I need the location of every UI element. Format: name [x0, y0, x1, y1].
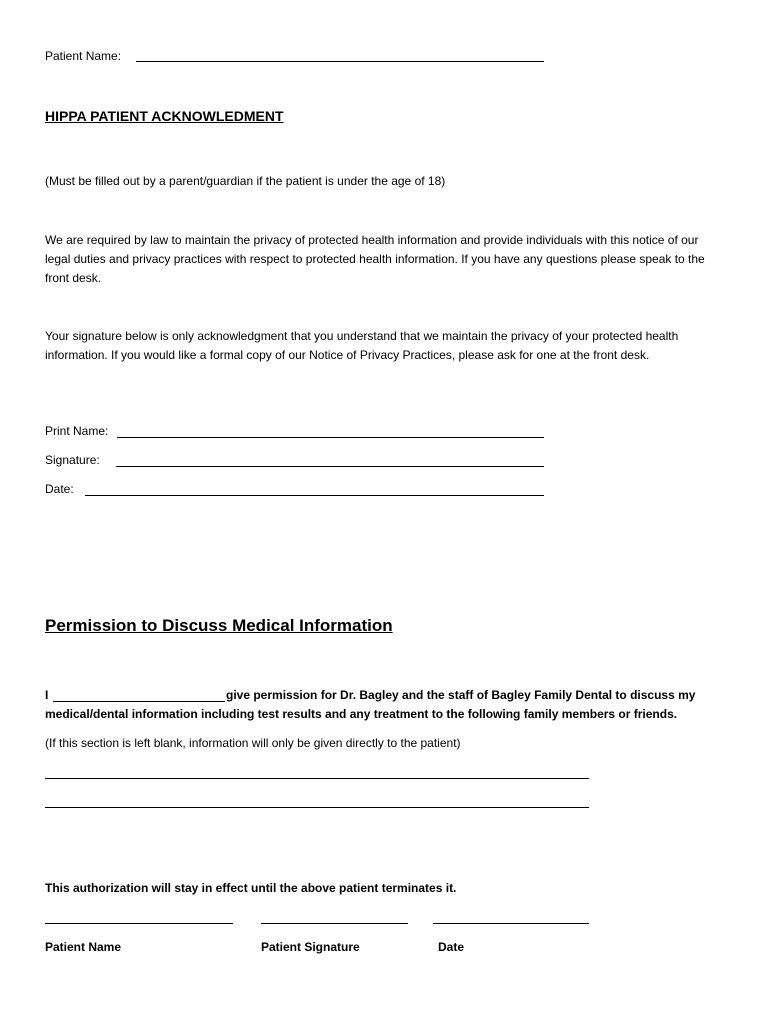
authorization-statement: This authorization will stay in effect until the above patient terminates it.	[45, 881, 457, 895]
blank-section-note: (If this section is left blank, information will only be given directly to the patient)	[45, 736, 461, 750]
hipaa-note: (Must be filled out by a parent/guardian if the patient is under the age of 18)	[45, 174, 446, 188]
patient-name-label: Patient Name:	[45, 49, 122, 63]
patient-name-field[interactable]	[136, 61, 544, 62]
permission-statement-1: give permission for Dr. Bagley and the staff of Bagley Family Dental to discuss my	[226, 688, 696, 702]
print-name-label: Print Name:	[45, 424, 109, 438]
date-caption: Date	[438, 940, 465, 954]
hipaa-paragraph-2: Your signature below is only acknowledgment that you understand that we maintain the privacy of your protected health information. If you would like a formal copy of our Notice of Privacy Practices, please ask for one at the front desk.	[45, 329, 679, 362]
permission-title: Permission to Discuss Medical Information	[45, 616, 393, 635]
permission-statement-2: medical/dental information including test results and any treatment to the following family members or friends.	[45, 707, 678, 721]
date-field[interactable]	[85, 495, 544, 496]
permission-name-field[interactable]	[53, 701, 225, 702]
permission-i-label: I	[45, 688, 49, 702]
patient-signature-line[interactable]	[261, 923, 408, 924]
hipaa-paragraph-1: We are required by law to maintain the privacy of protected health information and provide individuals with this notice of our legal duties and privacy practices with respect to protected health information. If you have any questions please speak to the front desk.	[45, 233, 705, 285]
date-label: Date:	[45, 482, 74, 496]
signature-label: Signature:	[45, 453, 100, 467]
print-name-field[interactable]	[117, 437, 544, 438]
family-member-line-1[interactable]	[45, 778, 589, 779]
family-member-line-2[interactable]	[45, 807, 589, 808]
date-sign-line[interactable]	[433, 923, 589, 924]
hipaa-title: HIPPA PATIENT ACKNOWLEDMENT	[45, 108, 284, 124]
patient-name-caption: Patient Name	[45, 940, 122, 954]
patient-name-sign-line[interactable]	[45, 923, 233, 924]
signature-field[interactable]	[116, 466, 544, 467]
patient-signature-caption: Patient Signature	[261, 940, 360, 954]
